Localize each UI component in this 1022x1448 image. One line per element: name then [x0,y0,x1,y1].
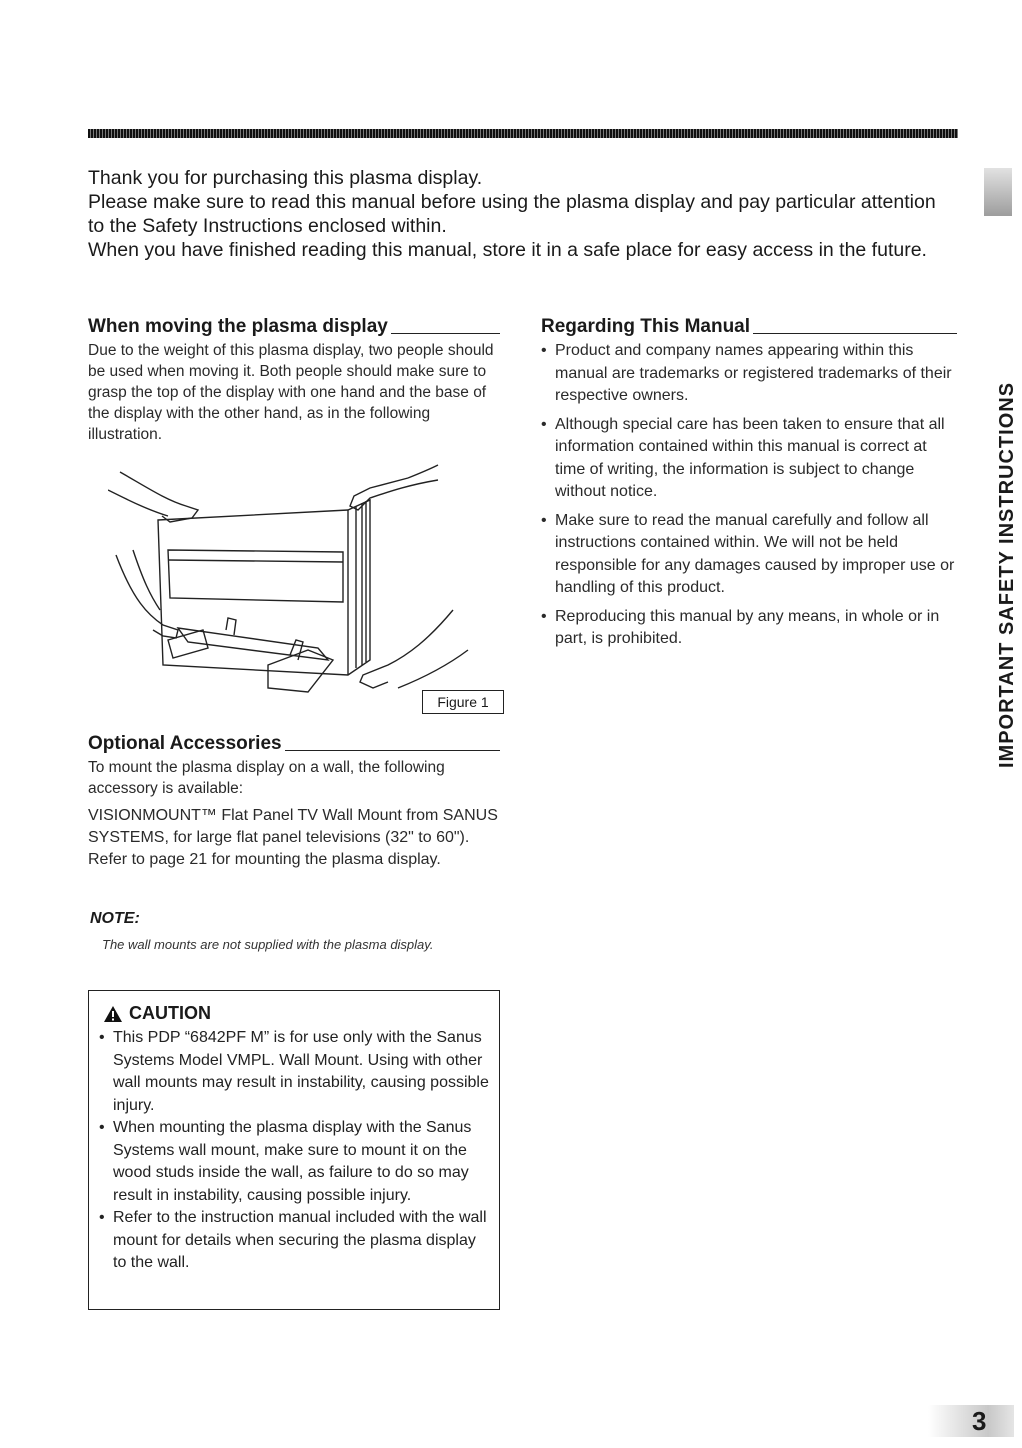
accessories-body [88,757,500,877]
manual-heading-text: Regarding This Manual [541,316,751,337]
warning-triangle-icon [103,1005,123,1023]
figure-caption: Figure 1 [422,690,504,714]
intro-line-2: Please make sure to read this manual before using the plasma display and pay particular attention to the Safety Instructions enclosed within. [88,191,936,237]
accessories-text-2: VISIONMOUNT™ Flat Panel TV Wall Mount from SANUS SYSTEMS, for large flat panel televisions (32" to 60"). Refer to page 21 for mounting the plasma display. [88,807,498,868]
accessories-text-1: To mount the plasma display on a wall, the following accessory is available: [88,759,445,797]
caution-title-text: CAUTION [129,1003,211,1023]
intro-text [88,166,948,262]
header-rule [88,129,958,138]
caution-item: • Refer to the instruction manual included with the wall mount for details when securing the plasma display to the wall. [99,1207,491,1275]
page-number: 3 [972,1406,987,1436]
caution-item: • This PDP “6842PF M” is for use only with the Sanus Systems Model VMPL. Wall Mount. Using with other wall mounts may result in instability, causing possible injury. [99,1027,491,1117]
manual-heading [541,316,957,338]
note-title: NOTE: [90,910,140,927]
accessories-heading [88,733,500,755]
carry-illustration-svg [108,460,508,720]
manual-item: • Although special care has been taken to ensure that all information contained within this manual is correct at time of writing, the information is subject to change without notice. [541,414,957,504]
page-number-box [928,1405,1014,1437]
intro-line-1: Thank you for purchasing this plasma display. [88,167,483,189]
caution-item: • When mounting the plasma display with the Sanus Systems wall mount, make sure to mount it on the wood studs inside the wall, as failure to do so may result in instability, causing possible injury. [99,1117,491,1207]
moving-text: Due to the weight of this plasma display, two people should be used when moving it. Both people should make sure to grasp the top of the display with one hand and the base of the display with the other hand, as in the following illustration. [88,342,494,443]
caution-list [99,1027,491,1275]
side-tab-label: IMPORTANT SAFETY INSTRUCTIONS [996,381,1018,768]
accessories-heading-text: Optional Accessories [88,733,282,754]
section-side-tab [974,168,1018,768]
moving-body [88,340,500,451]
note-text: The wall mounts are not supplied with the plasma display. [102,937,434,952]
manual-item: • Product and company names appearing within this manual are trademarks or registered trademarks of their respective owners. [541,340,957,408]
moving-heading-text: When moving the plasma display [88,316,388,337]
caution-title [103,1003,211,1024]
manual-body [541,340,957,657]
caution-box [88,990,500,1310]
plasma-display-carry-illustration [108,460,508,720]
intro-line-3: When you have finished reading this manual, store it in a safe place for easy access in the future. [88,239,927,261]
manual-item: • Reproducing this manual by any means, in whole or in part, is prohibited. [541,606,957,651]
moving-heading [88,316,500,338]
manual-list [541,340,957,651]
side-tab-shade [984,168,1012,216]
manual-item: • Make sure to read the manual carefully and follow all instructions contained within. We will not be held responsible for any damages caused by improper use or handling of this product. [541,510,957,600]
